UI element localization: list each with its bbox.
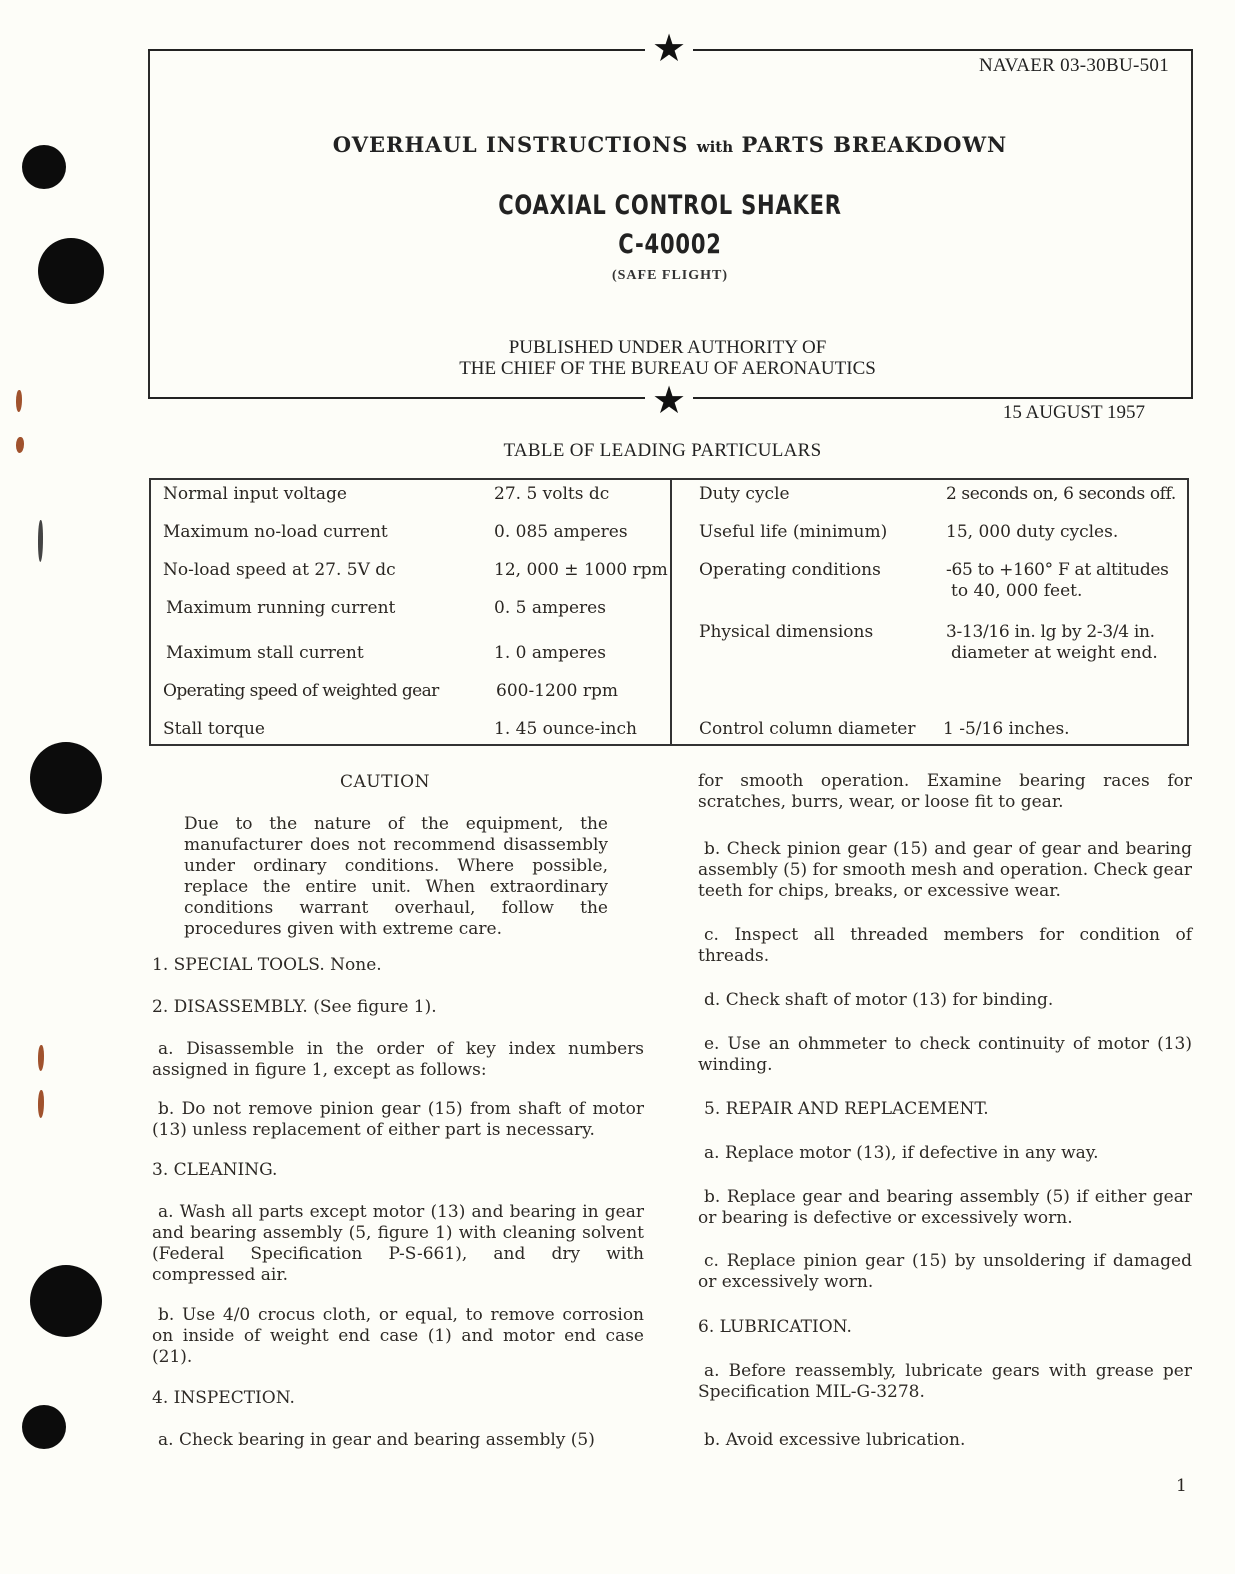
section-heading: 2. DISASSEMBLY. (See figure 1).: [152, 997, 437, 1017]
particular-label: Duty cycle: [699, 484, 790, 504]
particular-value-cont: to 40, 000 feet.: [951, 581, 1083, 601]
paragraph: a. Wash all parts except motor (13) and bearing in gear and bearing assembly (5, figure 1) with cleaning solvent (Federal Specification P-S-661), and dry with compressed air.: [152, 1202, 644, 1285]
star-icon: ★: [651, 26, 687, 70]
table-divider: [670, 480, 672, 744]
paragraph: a. Check bearing in gear and bearing assembly (5): [158, 1430, 595, 1450]
particular-label: Control column diameter: [699, 719, 916, 739]
particular-label: Maximum no-load current: [163, 522, 388, 542]
star-icon: ★: [651, 378, 687, 422]
particular-value: 2 seconds on, 6 seconds off.: [946, 484, 1176, 504]
paragraph: b. Do not remove pinion gear (15) from shaft of motor (13) unless replacement of either part is necessary.: [152, 1099, 644, 1140]
particular-value: 1 -5/16 inches.: [943, 719, 1070, 739]
title-part-1: OVERHAUL INSTRUCTIONS: [332, 132, 689, 157]
manufacturer: (SAFE FLIGHT): [611, 268, 729, 283]
particular-value: 27. 5 volts dc: [494, 484, 610, 504]
paragraph: c. Inspect all threaded members for condition of threads.: [698, 925, 1192, 966]
product-name: COAXIAL CONTROL SHAKER: [498, 190, 842, 221]
paragraph: b. Use 4/0 crocus cloth, or equal, to remove corrosion on inside of weight end case (1) and motor end case (21).: [152, 1305, 644, 1367]
authority-line-2: THE CHIEF OF THE BUREAU OF AERONAUTICS: [459, 358, 876, 379]
rust-stain: [16, 390, 22, 412]
particular-label: Useful life (minimum): [699, 522, 888, 542]
section-heading: 5. REPAIR AND REPLACEMENT.: [704, 1099, 989, 1119]
authority-line-1: PUBLISHED UNDER AUTHORITY OF: [508, 337, 827, 358]
binder-hole: [22, 1405, 66, 1449]
caution-text: Due to the nature of the equipment, the manufacturer does not recommend disassembly under ordinary conditions. Where possible, replace the entire unit. When extraordinary conditions warrant overhaul, follow the procedures given with extreme care.: [184, 814, 608, 939]
model-number: C-40002: [618, 229, 722, 260]
particular-value-cont: diameter at weight end.: [951, 643, 1158, 663]
paragraph: e. Use an ohmmeter to check continuity of motor (13) winding.: [698, 1034, 1192, 1075]
paragraph: a. Disassemble in the order of key index numbers assigned in figure 1, except as follows:: [152, 1039, 644, 1080]
particular-label: Normal input voltage: [163, 484, 347, 504]
particular-label: Operating conditions: [699, 560, 881, 580]
document-number: NAVAER 03-30BU-501: [979, 55, 1169, 76]
particular-value: 1. 45 ounce-inch: [494, 719, 637, 739]
section-heading: 6. LUBRICATION.: [698, 1317, 852, 1337]
paragraph: c. Replace pinion gear (15) by unsoldering if damaged or excessively worn.: [698, 1251, 1192, 1292]
paragraph: b. Replace gear and bearing assembly (5) if either gear or bearing is defective or excessively worn.: [698, 1187, 1192, 1228]
particulars-title: TABLE OF LEADING PARTICULARS: [503, 440, 822, 461]
particular-label: Operating speed of weighted gear: [163, 681, 439, 701]
particular-value: 0. 085 amperes: [494, 522, 628, 542]
paragraph: b. Avoid excessive lubrication.: [704, 1430, 966, 1450]
section-heading: 4. INSPECTION.: [152, 1388, 295, 1408]
document-title: [0, 132, 1235, 157]
particular-value: 0. 5 amperes: [494, 598, 606, 618]
particular-label: Maximum running current: [166, 598, 396, 618]
title-with: with: [696, 138, 734, 156]
particular-label: No-load speed at 27. 5V dc: [163, 560, 396, 580]
page-number: 1: [1176, 1476, 1187, 1496]
particulars-table: [149, 478, 1189, 746]
particular-value: 12, 000 ± 1000 rpm: [494, 560, 668, 580]
paragraph: d. Check shaft of motor (13) for binding.: [704, 990, 1054, 1010]
title-part-2: PARTS BREAKDOWN: [741, 132, 1008, 157]
publishing-authority: [0, 337, 1235, 379]
binder-hole: [30, 1265, 102, 1337]
particular-value: 15, 000 duty cycles.: [946, 522, 1119, 542]
publication-date: 15 AUGUST 1957: [1002, 402, 1145, 423]
caution-heading: CAUTION: [340, 772, 430, 792]
section-heading: 3. CLEANING.: [152, 1160, 278, 1180]
paragraph: a. Replace motor (13), if defective in any way.: [704, 1143, 1099, 1163]
particular-value: 600-1200 rpm: [496, 681, 618, 701]
ink-stain: [38, 520, 43, 562]
paragraph: for smooth operation. Examine bearing races for scratches, burrs, wear, or loose fit to gear.: [698, 771, 1192, 812]
rust-stain: [38, 1045, 44, 1071]
particular-label: Maximum stall current: [166, 643, 364, 663]
particular-value: -65 to +160° F at altitudes: [946, 560, 1169, 580]
section-heading: 1. SPECIAL TOOLS. None.: [152, 955, 382, 975]
particular-label: Stall torque: [163, 719, 265, 739]
paragraph: b. Check pinion gear (15) and gear of gear and bearing assembly (5) for smooth mesh and operation. Check gear teeth for chips, breaks, or excessive wear.: [698, 839, 1192, 901]
rust-stain: [38, 1090, 44, 1118]
paragraph: a. Before reassembly, lubricate gears with grease per Specification MIL-G-3278.: [698, 1361, 1192, 1402]
particular-value: 1. 0 amperes: [494, 643, 606, 663]
binder-hole: [30, 742, 102, 814]
particular-label: Physical dimensions: [699, 622, 874, 642]
particular-value: 3-13/16 in. lg by 2-3/4 in.: [946, 622, 1155, 642]
